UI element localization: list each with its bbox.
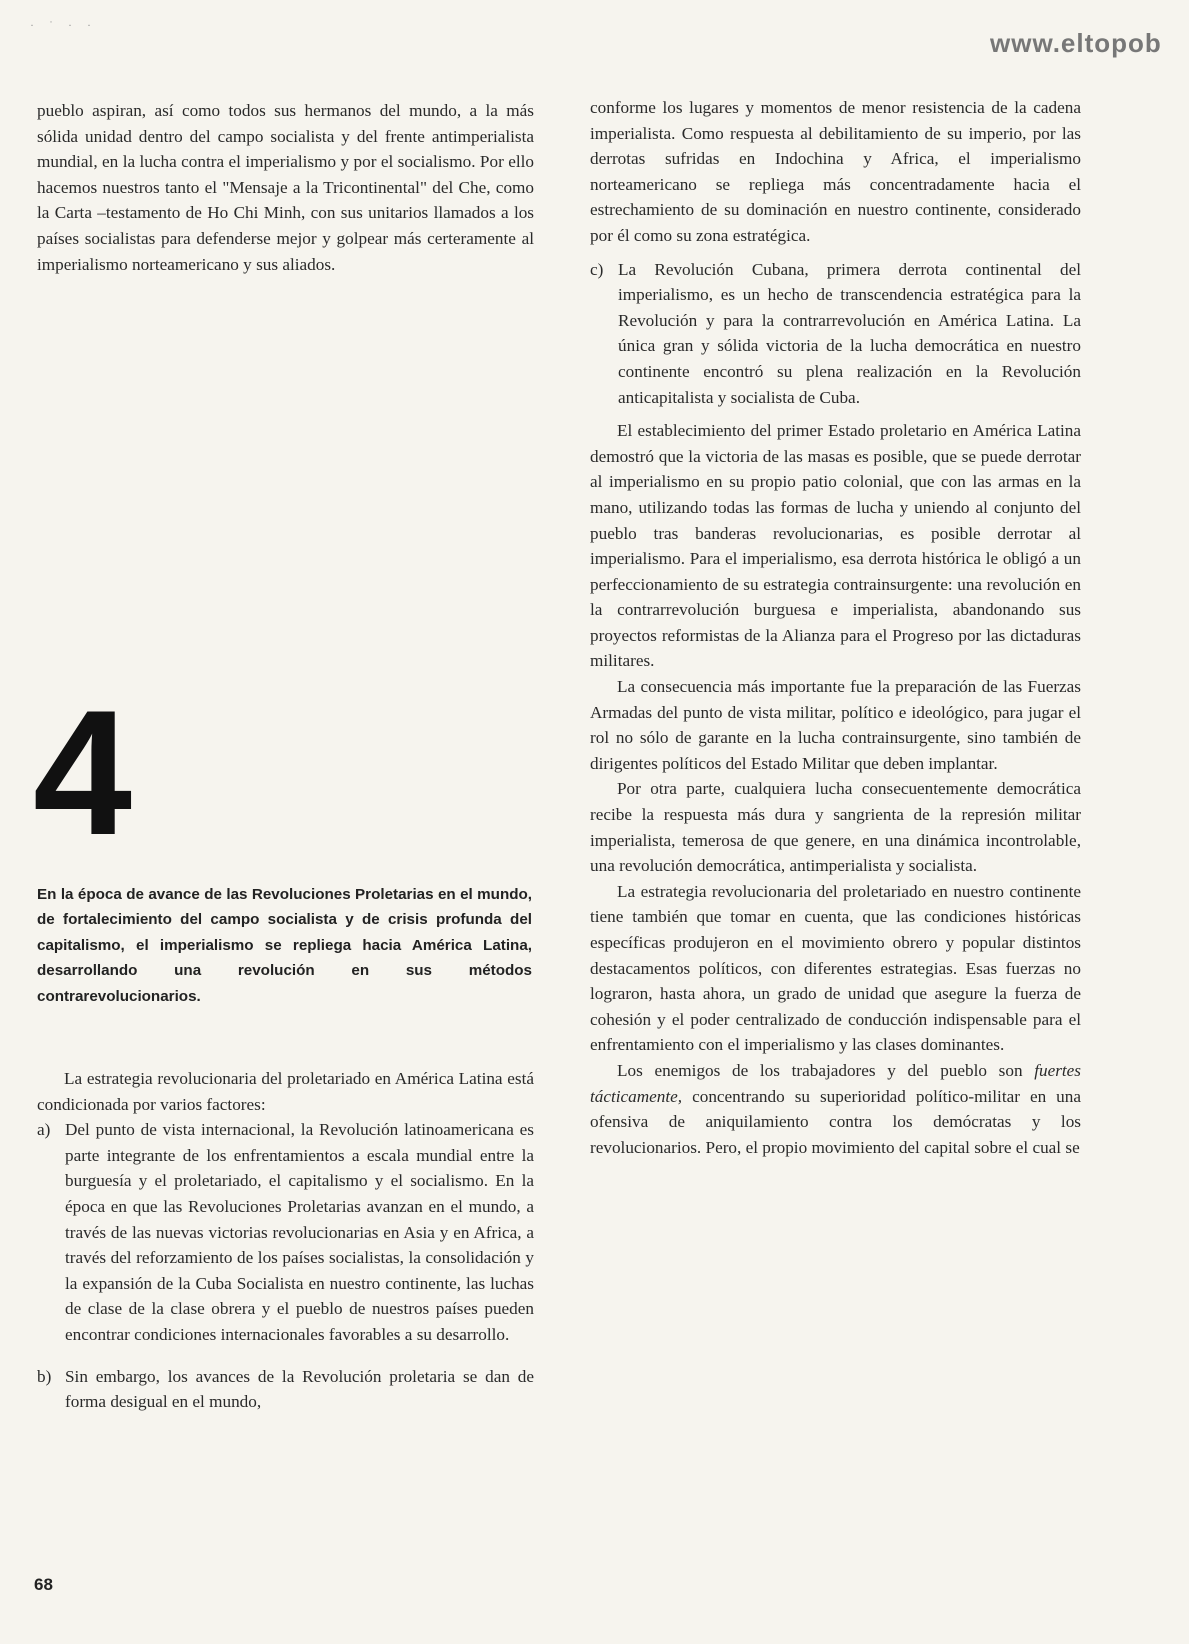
list-item-a xyxy=(37,1117,534,1347)
list-item-b xyxy=(37,1364,534,1415)
list-item-label: c) xyxy=(590,259,604,279)
paragraph: El establecimiento del primer Estado proletario en América Latina demostró que la victoria de las masas es posible, que se puede derrotar al imperialismo en su propio patio colonial, que con las armas en la mano, utilizando todas las formas de lucha y uniendo al conjunto del pueblo tras banderas revolucionarias, es posible derrotar al imperialismo. Para el imperialismo, esa derrota histórica le obligó a un perfeccionamiento de su estrategia contrainsurgente: una revolución en la contrarrevolución burguesa e imperialista, abandonando sus proyectos reformistas de la Alianza para el Progreso por las dictaduras militares. xyxy=(590,421,1081,671)
section-summary: En la época de avance de las Revoluciones Proletarias en el mundo, de fortalecimiento del campo socialista y de crisis profunda del capitalismo, el imperialismo se repliega hacia América Latina, desarrollando una revolución en sus métodos contrarevolucionarios. xyxy=(37,886,532,1005)
list-item-text: Sin embargo, los avances de la Revolución proletaria se dan de forma desigual en el mundo, xyxy=(65,1366,534,1412)
paragraph: La consecuencia más importante fue la preparación de las Fuerzas Armadas del punto de vista militar, político e ideológico, para jugar el rol no sólo de garante en la lucha contrainsurgente, sino también de dirigentes políticos del Estado Militar que deben implantar. xyxy=(590,677,1081,773)
emphasis-text: fuertes tácticamente, xyxy=(590,1060,1081,1106)
paragraph-text: Los enemigos de los trabajadores y del pueblo son xyxy=(617,1060,1035,1080)
paragraph: La estrategia revolucionaria del proletariado en América Latina está condicionada por varios factores: xyxy=(37,1069,534,1114)
section-number: 4 xyxy=(33,673,132,872)
paragraph: La estrategia revolucionaria del proletariado en nuestro continente tiene también que tomar en cuenta, que las condiciones históricas específicas produjeron en el movimiento obrero y popular distintos destacamentos políticos, con diferentes estrategias. Esas fuerzas no lograron, hasta ahora, un grado de unidad que asegure la fuerza de cohesión y el poder centralizado de conducción indispensable para el enfrentamiento con el imperialismo y las clases dominantes. xyxy=(590,881,1081,1055)
list-item-label: a) xyxy=(37,1120,51,1140)
left-column-bottom xyxy=(37,1066,534,1415)
right-column xyxy=(590,95,1081,1160)
paragraph: Por otra parte, cualquiera lucha consecuentemente democrática recibe la respuesta más dura y sangrienta de la represión militar imperialista, temerosa de que genere, en una dinámica incontrolable, una revolución democrática, antimperialista y socialista. xyxy=(590,779,1081,876)
page-number: 68 xyxy=(34,1575,53,1594)
paragraph: pueblo aspiran, así como todos sus hermanos del mundo, a la más sólida unidad dentro del campo socialista y del frente antimperialista mundial, en la lucha contra el imperialismo y por el socialismo. Por ello hacemos nuestros tanto el "Mensaje a la Tricontinental" del Che, como la Carta –testamento de Ho Chi Minh, con sus unitarios llamados a los países socialistas para defenderse mejor y golpear más certeramente al imperialismo norteamericano y sus aliados. xyxy=(37,101,534,274)
paragraph xyxy=(590,1058,1081,1160)
list-item-text: La Revolución Cubana, primera derrota continental del imperialismo, es un hecho de transcendencia estratégica para la Revolución y para la contrarrevolución en América Latina. La única gran y sólida victoria de la lucha democrática en nuestro continente encontró su plena realización en la Revolución anticapitalista y socialista de Cuba. xyxy=(618,259,1081,407)
list-item-c xyxy=(590,257,1081,411)
paragraph: conforme los lugares y momentos de menor resistencia de la cadena imperialista. Como respuesta al debilitamiento de su imperio, por las derrotas sufridas en Indochina y Africa, el imperialismo norteamericano se repliega más concentradamente hacia el estrechamiento de su dominación en nuestro continente, considerado por él como su zona estratégica. xyxy=(590,98,1081,245)
scan-specks: · ˙ · · xyxy=(30,18,97,32)
watermark: www.eltopob xyxy=(990,28,1162,58)
left-column-top xyxy=(37,98,534,277)
list-item-label: b) xyxy=(37,1366,52,1386)
list-item-text: Del punto de vista internacional, la Revolución latinoamericana es parte integrante de los enfrentamientos a escala mundial entre la burguesía y el proletariado, el capitalismo y el socialismo. En la época en que las Revoluciones Proletarias avanzan en el mundo, a través de las nuevas victorias revolucionarias en Asia y en Africa, a través del reforzamiento de los países socialistas, la consolidación y la expansión de la Cuba Socialista en nuestro continente, las luchas de clase de la clase obrera y el pueblo de nuestros países pueden encontrar condiciones internacionales favorables a su desarrollo. xyxy=(65,1120,534,1344)
paragraph-text: concentrando su superioridad político-militar en una ofensiva de aniquilamiento contra los demócratas y los revolucionarios. Pero, el propio movimiento del capital sobre el cual se xyxy=(590,1086,1081,1157)
